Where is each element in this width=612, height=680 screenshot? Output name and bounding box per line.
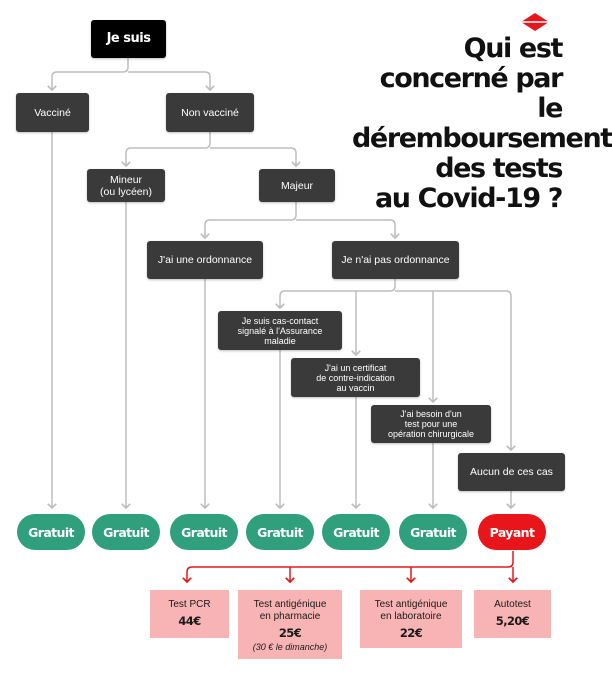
node-majeur: Majeur bbox=[259, 169, 335, 202]
page-title bbox=[352, 33, 612, 214]
node-cas-contact bbox=[218, 311, 342, 350]
node-text-line: (ou lycéen) bbox=[100, 185, 152, 198]
price-label: en laboratoire bbox=[380, 611, 442, 622]
node-je-suis: Je suis bbox=[91, 20, 166, 58]
price-amount: 5,20€ bbox=[495, 614, 530, 628]
price-label: Test PCR bbox=[168, 599, 211, 610]
node-mineur bbox=[87, 169, 165, 202]
node-text-line: maladie bbox=[264, 335, 296, 346]
price-autotest bbox=[474, 590, 551, 638]
node-non-vaccine: Non vacciné bbox=[166, 93, 254, 132]
node-text-line: signalé à l'Assurance bbox=[237, 325, 323, 336]
outcome-gratuit: Gratuit bbox=[246, 514, 314, 550]
node-ordonnance: J'ai une ordonnance bbox=[147, 241, 263, 279]
title-line: des tests bbox=[435, 153, 562, 184]
node-text-line: J'ai besoin d'un bbox=[400, 409, 462, 419]
title-line: au Covid-19 ? bbox=[374, 183, 562, 214]
price-label: en pharmacie bbox=[259, 611, 321, 622]
node-pas-ordonnance: Je n'ai pas ordonnance bbox=[332, 241, 459, 279]
node-vaccine: Vacciné bbox=[16, 93, 89, 132]
node-text-line: Mineur bbox=[109, 173, 143, 186]
price-test-pcr bbox=[150, 590, 229, 638]
node-text-line: opération chirurgicale bbox=[387, 429, 475, 439]
price-amount: 44€ bbox=[178, 614, 201, 628]
price-antigenique-laboratoire bbox=[360, 590, 462, 648]
price-label: Test antigénique bbox=[374, 599, 448, 610]
node-text-line: J'ai un certificat bbox=[324, 362, 387, 373]
outcome-gratuit: Gratuit bbox=[92, 514, 160, 550]
outcome-gratuit: Gratuit bbox=[170, 514, 238, 550]
price-antigenique-pharmacie bbox=[238, 590, 342, 659]
node-text-line: au vaccin bbox=[336, 382, 375, 393]
title-line: concerné par le bbox=[379, 63, 562, 124]
price-amount: 22€ bbox=[399, 626, 423, 640]
node-text-line: test pour une bbox=[404, 419, 458, 429]
title-line: déremboursement bbox=[352, 123, 612, 154]
price-label: Autotest bbox=[494, 599, 531, 610]
outcome-gratuit: Gratuit bbox=[17, 514, 85, 550]
node-text-line: Je suis cas-contact bbox=[241, 315, 319, 326]
outcome-gratuit: Gratuit bbox=[399, 514, 467, 550]
brand-logo-icon bbox=[520, 12, 550, 32]
price-note: (30 € le dimanche) bbox=[252, 642, 328, 652]
price-label: Test antigénique bbox=[253, 599, 327, 610]
outcome-payant: Payant bbox=[478, 514, 546, 550]
outcome-gratuit: Gratuit bbox=[322, 514, 390, 550]
node-aucun: Aucun de ces cas bbox=[458, 453, 565, 491]
node-chirurgie bbox=[371, 405, 491, 443]
title-line: Qui est bbox=[463, 33, 562, 64]
node-text-line: de contre-indication bbox=[316, 372, 395, 383]
node-certificat bbox=[291, 358, 420, 397]
price-amount: 25€ bbox=[278, 626, 302, 640]
